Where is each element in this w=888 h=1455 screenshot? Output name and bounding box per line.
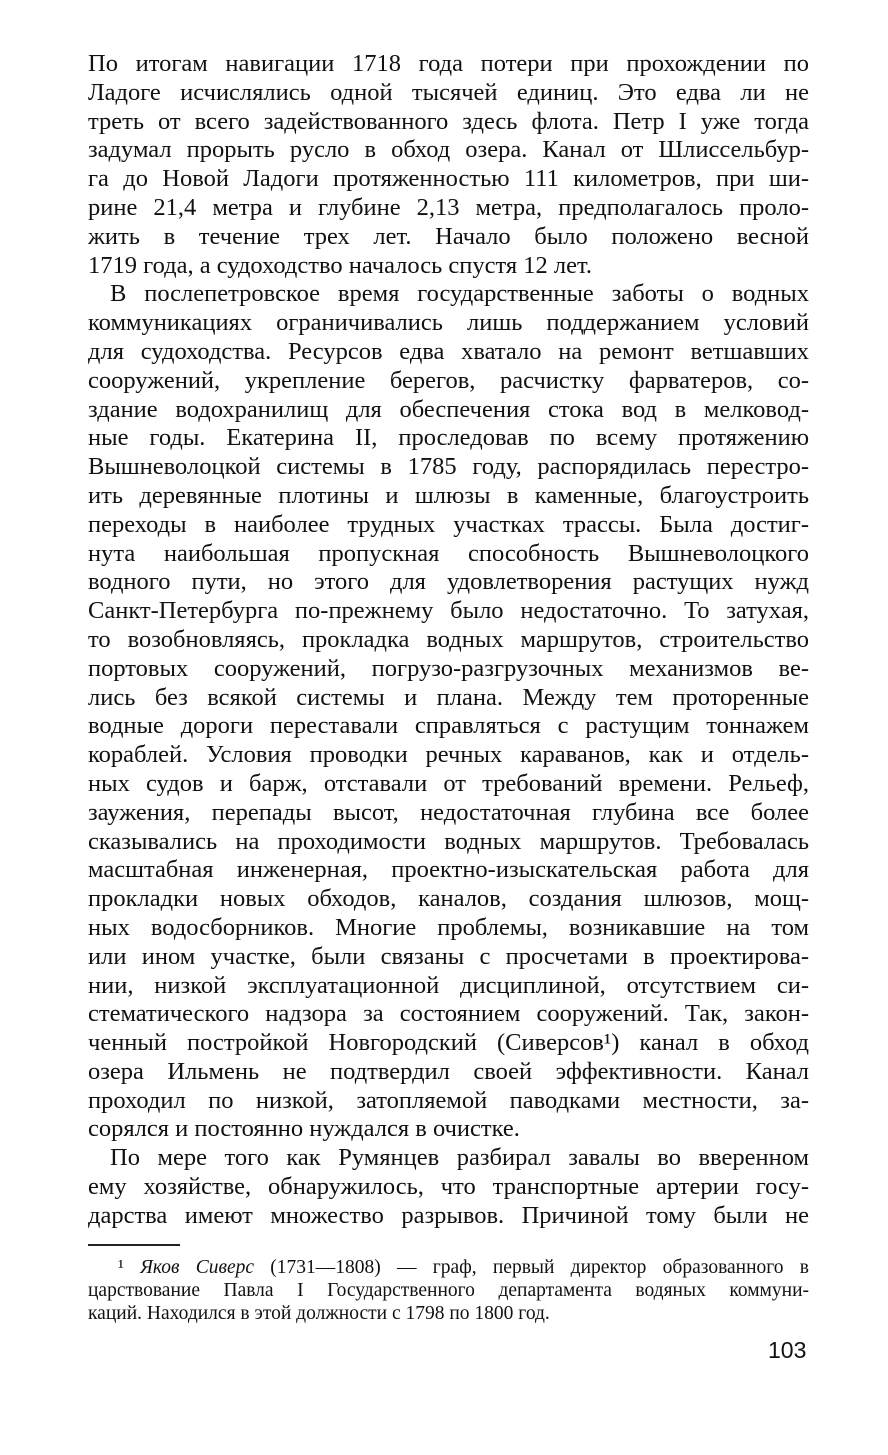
footnote-text: (1731—1808) — граф, первый директор образованного в	[254, 1257, 809, 1278]
text-line: сооружений, укрепление берегов, расчистку фарватеров, со-	[88, 366, 809, 394]
text-line: По мере того как Румянцев разбирал завалы во вверенном	[110, 1144, 809, 1172]
text-line: нута наибольшая пропускная способность Вышневолоцкого	[88, 539, 809, 567]
footnote-line: каций. Находился в этой должности с 1798 по 1800 год.	[88, 1303, 550, 1324]
text-line: Вышневолоцкой системы в 1785 году, распорядилась перестро-	[88, 453, 809, 481]
text-line: или ином участке, были связаны с просчетами в проектирова-	[88, 942, 809, 970]
footnote-divider	[88, 1244, 180, 1246]
text-line: Санкт-Петербурга по-прежнему было недостаточно. То затухая,	[88, 597, 809, 625]
text-line: В послепетровское время государственные заботы о водных	[110, 280, 809, 308]
paragraph	[88, 280, 809, 1144]
text-line: ему хозяйстве, обнаружилось, что транспортные артерии госу-	[88, 1173, 809, 1201]
text-line: масштабная инженерная, проектно-изыскательская работа для	[88, 856, 809, 884]
text-line: коммуникациях ограничивались лишь поддержанием условий	[88, 309, 809, 337]
text-line: для судоходства. Ресурсов едва хватало на ремонт ветшавших	[88, 337, 809, 365]
text-line: дарства имеют множество разрывов. Причиной тому были не	[88, 1201, 809, 1229]
text-line: кораблей. Условия проводки речных караванов, как и отдель-	[88, 741, 809, 769]
text-line: задумал прорыть русло в обход озера. Канал от Шлиссельбур-	[88, 136, 809, 164]
footnote-line	[88, 1256, 809, 1279]
text-line: Ладоге исчислялись одной тысячей единиц. Это едва ли не	[88, 78, 809, 106]
paragraph	[88, 50, 809, 280]
text-line: ить деревянные плотины и шлюзы в каменные, благоустроить	[88, 481, 809, 509]
footnote-line: царствование Павла I Государственного департамента водяных коммуни-	[88, 1280, 809, 1301]
text-line: ных водосборников. Многие проблемы, возникавшие на том	[88, 913, 809, 941]
text-line: то возобновляясь, прокладка водных маршрутов, строительство	[88, 625, 809, 653]
text-line: стематического надзора за состоянием сооружений. Так, закон-	[88, 1000, 809, 1028]
text-line: озера Ильмень не подтвердил своей эффективности. Канал	[88, 1057, 809, 1085]
text-line: 1719 года, а судоходство началось спустя 12 лет.	[88, 251, 593, 279]
body-text	[88, 50, 809, 1231]
footnote-person-name: Яков Сиверс	[140, 1257, 255, 1278]
text-line: нии, низкой эксплуатационной дисциплиной, отсутствием си-	[88, 971, 809, 999]
text-line: переходы в наиболее трудных участках трассы. Была достиг-	[88, 510, 809, 538]
paragraph	[88, 1144, 809, 1230]
text-line: водные дороги переставали справляться с растущим тоннажем	[88, 712, 809, 740]
text-line: сорялся и постоянно нуждался в очистке.	[88, 1115, 520, 1143]
text-line: здание водохранилищ для обеспечения стока вод в мелковод-	[88, 395, 809, 423]
footnote-marker: ¹	[118, 1257, 124, 1278]
text-line: По итогам навигации 1718 года потери при прохождении по	[88, 50, 809, 77]
text-line: прокладки новых обходов, каналов, создания шлюзов, мощ-	[88, 885, 809, 913]
page-number: 103	[768, 1337, 807, 1363]
text-line: ченный постройкой Новгородский (Сиверсов¹) канал в обход	[88, 1029, 809, 1057]
footnote	[88, 1256, 809, 1325]
text-line: треть от всего задействованного здесь флота. Петр I уже тогда	[88, 107, 809, 135]
text-line: проходил по низкой, затопляемой паводками местности, за-	[88, 1086, 809, 1114]
text-line: жить в течение трех лет. Начало было положено весной	[88, 222, 809, 250]
text-line: сказывались на проходимости водных маршрутов. Требовалась	[88, 827, 809, 855]
text-line: заужения, перепады высот, недостаточная глубина все более	[88, 798, 809, 826]
text-line: ные годы. Екатерина II, проследовав по всему протяжению	[88, 424, 809, 452]
text-line: ных судов и барж, отставали от требований времени. Рельеф,	[88, 769, 809, 797]
text-line: га до Новой Ладоги протяженностью 111 километров, при ши-	[88, 165, 809, 193]
text-line: водного пути, но этого для удовлетворения растущих нужд	[88, 568, 809, 596]
text-line: лись без всякой системы и плана. Между тем проторенные	[88, 683, 809, 711]
text-line: портовых сооружений, погрузо-разгрузочных механизмов ве-	[88, 654, 809, 682]
text-line: рине 21,4 метра и глубине 2,13 метра, предполагалось проло-	[88, 193, 809, 221]
